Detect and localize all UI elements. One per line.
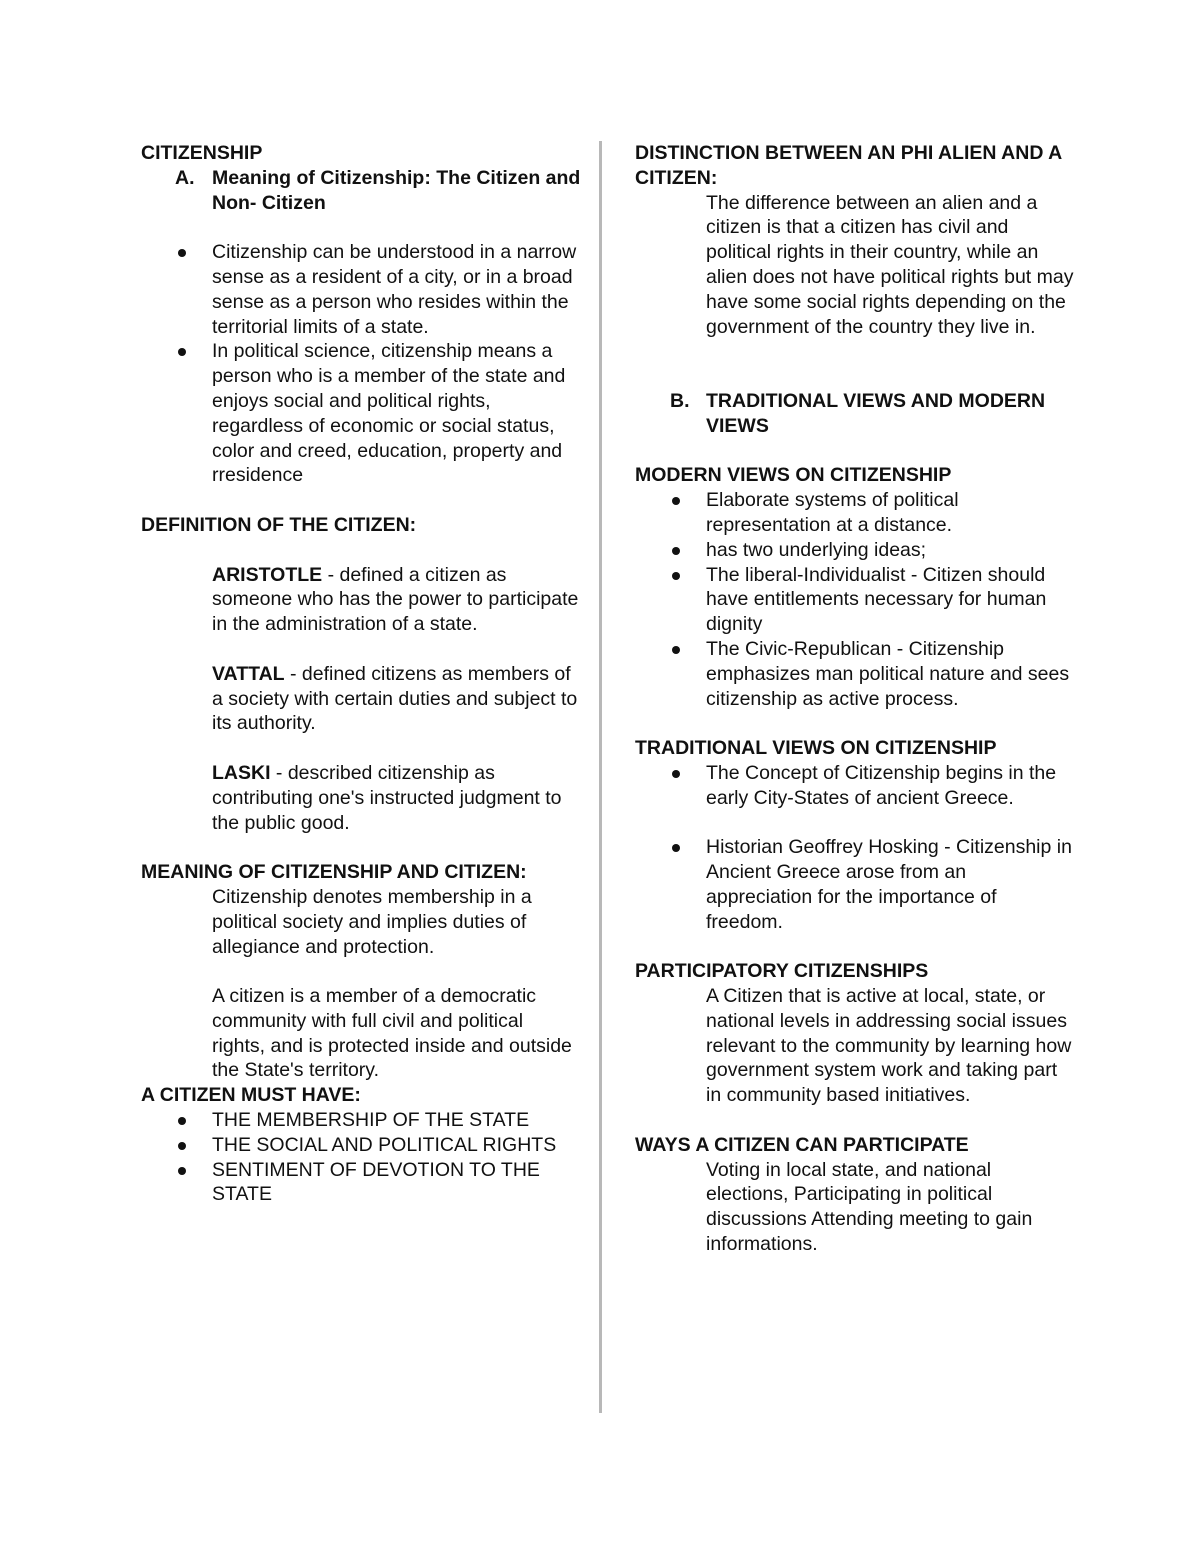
meaning-heading: MEANING OF CITIZENSHIP AND CITIZEN: xyxy=(141,861,527,884)
list-item: Historian Geoffrey Hosking - Citizenship in Ancient Greece arose from an appreciation for the importance of freedom. xyxy=(635,835,1075,934)
ways-heading: WAYS A CITIZEN CAN PARTICIPATE xyxy=(635,1133,969,1156)
definition-text: - described citizenship as contributing one's instructed judgment to the public good. xyxy=(212,761,562,834)
list-item: THE SOCIAL AND POLITICAL RIGHTS xyxy=(141,1133,581,1158)
section-a-title: Meaning of Citizenship: The Citizen and Non- Citizen xyxy=(212,166,581,214)
section-a-letter: A. xyxy=(175,166,195,189)
distinction-heading: DISTINCTION BETWEEN AN PHI ALIEN AND A CITIZEN: xyxy=(635,142,1062,189)
definition-laski xyxy=(141,761,581,835)
list-item: has two underlying ideas; xyxy=(635,538,1075,563)
section-b-title: TRADITIONAL VIEWS AND MODERN VIEWS xyxy=(706,389,1046,437)
definition-aristotle xyxy=(141,563,581,637)
meaning-paragraph: A citizen is a member of a democratic community with full civil and political rights, and is protected inside and outside the State's territory. xyxy=(212,985,572,1082)
traditional-views-list xyxy=(635,761,1075,811)
meaning-paragraph: Citizenship denotes membership in a political society and implies duties of allegiance and protection. xyxy=(212,885,532,958)
list-item: In political science, citizenship means a person who is a member of the state and enjoys social and political rights, regardless of economic or social status, color and creed, education, property and rresidence xyxy=(141,339,581,488)
definition-heading: DEFINITION OF THE CITIZEN: xyxy=(141,513,417,536)
citizenship-meaning-list xyxy=(141,240,581,488)
modern-views-list xyxy=(635,488,1075,711)
list-item: Elaborate systems of political representation at a distance. xyxy=(635,488,1075,538)
left-column xyxy=(141,141,581,1207)
traditional-views-heading: TRADITIONAL VIEWS ON CITIZENSHIP xyxy=(635,737,997,760)
ways-text: Voting in local state, and national elections, Participating in political discussions Attending meeting to gain informations. xyxy=(706,1158,1033,1256)
list-item: The Concept of Citizenship begins in the early City-States of ancient Greece. xyxy=(635,761,1075,811)
definition-name: ARISTOTLE xyxy=(212,563,323,586)
list-item: Citizenship can be understood in a narrow sense as a resident of a city, or in a broad sense as a person who resides within the territorial limits of a state. xyxy=(141,240,581,339)
distinction-text: The difference between an alien and a citizen is that a citizen has civil and political rights in their country, while an alien does not have political rights but may have some social rights depending on the government of the country they live in. xyxy=(706,191,1074,338)
section-b-letter: B. xyxy=(670,389,690,412)
definition-vattal xyxy=(141,662,581,736)
must-have-heading: A CITIZEN MUST HAVE: xyxy=(141,1084,361,1107)
column-divider xyxy=(599,141,602,1413)
must-have-list xyxy=(141,1108,581,1207)
list-item: The Civic-Republican - Citizenship emphasizes man political nature and sees citizenship as active process. xyxy=(635,637,1075,711)
participatory-heading: PARTICIPATORY CITIZENSHIPS xyxy=(635,960,929,983)
right-column xyxy=(635,141,1075,1257)
document-title: CITIZENSHIP xyxy=(141,142,263,164)
traditional-views-list-2 xyxy=(635,835,1075,934)
list-item: THE MEMBERSHIP OF THE STATE xyxy=(141,1108,581,1133)
participatory-text: A Citizen that is active at local, state, or national levels in addressing social issues relevant to the community by learning how government system work and taking part in community based initiatives. xyxy=(706,985,1072,1107)
list-item: SENTIMENT OF DEVOTION TO THE STATE xyxy=(141,1158,581,1208)
section-b-heading xyxy=(635,389,1075,439)
definition-name: LASKI xyxy=(212,761,271,784)
definition-text: - defined citizens as members of a society with certain duties and subject to its authority. xyxy=(212,662,578,735)
section-a-heading xyxy=(141,166,581,216)
modern-views-heading: MODERN VIEWS ON CITIZENSHIP xyxy=(635,464,952,487)
definition-name: VATTAL xyxy=(212,662,285,685)
list-item: The liberal-Individualist - Citizen should have entitlements necessary for human dignity xyxy=(635,563,1075,637)
definition-text: - defined a citizen as someone who has the power to participate in the administration of a state. xyxy=(212,563,579,636)
